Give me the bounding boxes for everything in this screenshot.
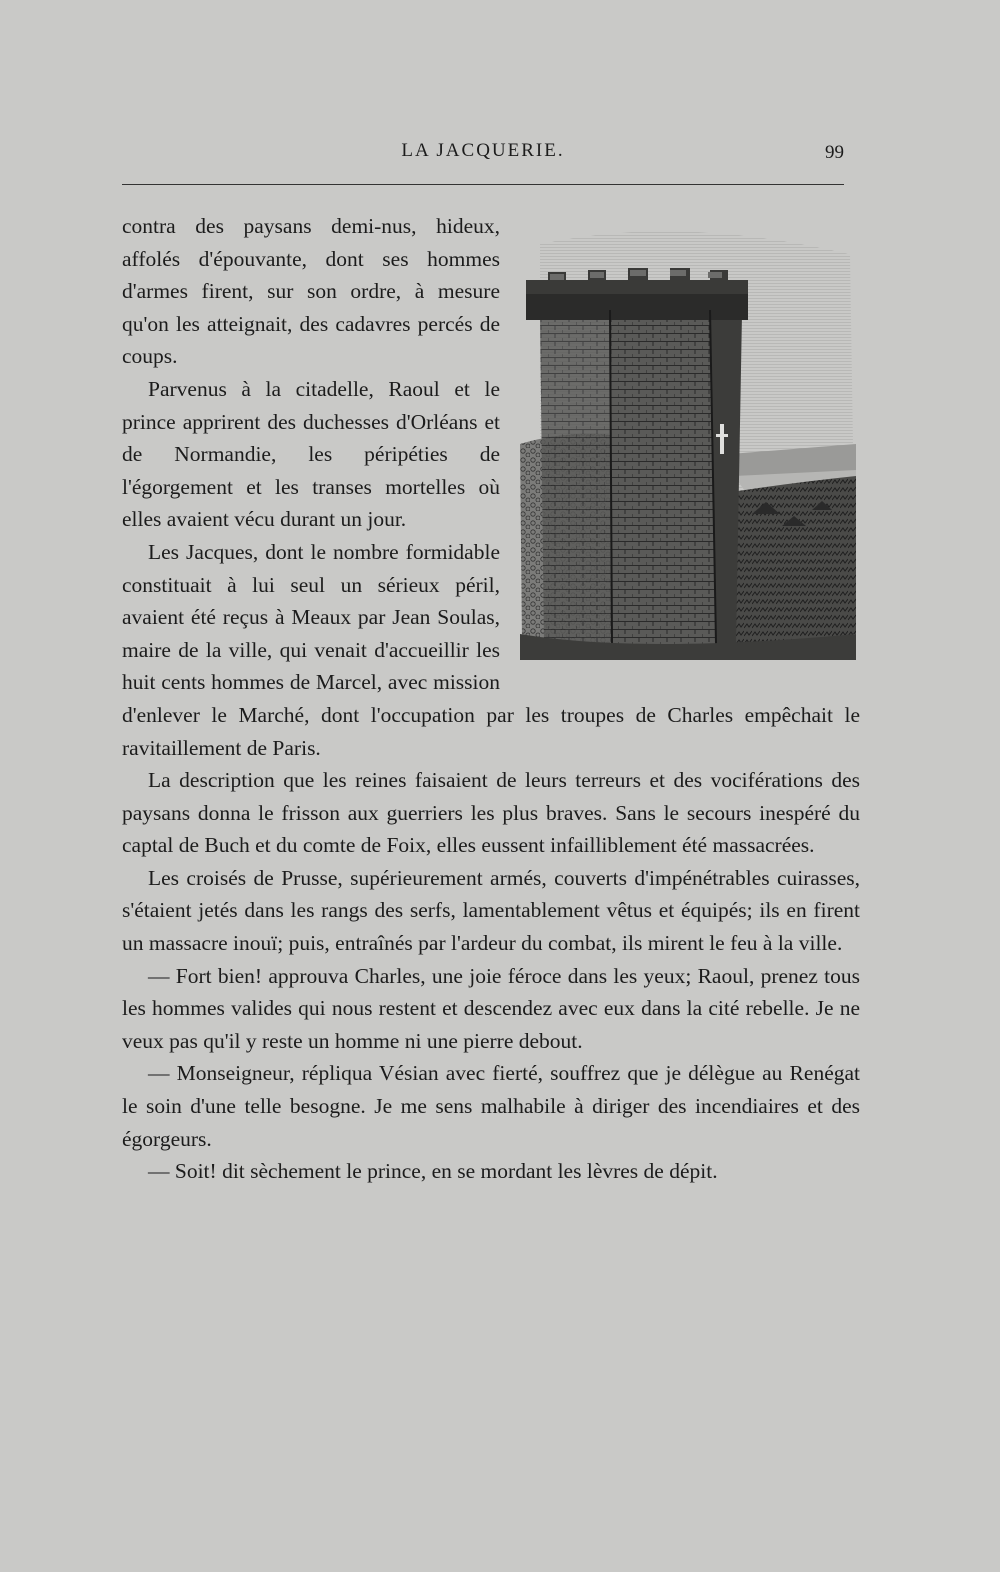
header-rule bbox=[122, 184, 844, 185]
page-number: 99 bbox=[825, 142, 844, 163]
tower-illustration-icon bbox=[520, 214, 860, 660]
body-text bbox=[122, 210, 860, 1188]
running-title: LA JACQUERIE. bbox=[401, 140, 565, 161]
paragraph: — Soit! dit sèchement le prince, en se mordant les lèvres de dépit. bbox=[148, 1159, 718, 1184]
paragraph: — Monseigneur, répliqua Vésian avec fierté, souffrez que je délègue au Renégat le soin d'une telle besogne. Je me sens malhabile à diriger des incendiaires et des égorgeurs. bbox=[122, 1061, 860, 1151]
paragraph: La description que les reines faisaient de leurs terreurs et des vociférations des paysans donna le frisson aux guerriers les plus braves. Sans le secours inespéré du captal de Buch et du comte de Foix, elles eussent infailliblement été massacrées. bbox=[122, 768, 860, 858]
paragraph: Parvenus à la citadelle, Raoul et le prince apprirent des duchesses d'Orléans et de Normandie, les péripéties de l'égorgement et les transes mortelles où elles avaient vécu durant un jour. bbox=[122, 376, 500, 532]
paragraph: contra des paysans demi-nus, hideux, affolés d'épouvante, dont ses hommes d'armes firent, sur son ordre, à mesure qu'on les atteignait, des cadavres percés de coups. bbox=[122, 214, 500, 369]
tower-illustration bbox=[520, 214, 860, 660]
paragraph: Les croisés de Prusse, supérieurement armés, couverts d'impénétrables cuirasses, s'étaient jetés dans les rangs des serfs, lamentablement vêtus et équipés; ils en firent un massacre inouï; puis, entraînés par l'ardeur du combat, ils mirent le feu à la ville. bbox=[122, 865, 860, 956]
paragraph: — Fort bien! approuva Charles, une joie féroce dans les yeux; Raoul, prenez tous les hommes valides qui nous restent et descendez avec eux dans la cité rebelle. Je ne veux pas qu'il y reste un homme ni une pierre debout. bbox=[122, 963, 860, 1053]
paragraph: Les Jacques, dont le nombre formidable constituait à lui seul un sérieux péril, avaient été reçus à Meaux par Jean Soulas, maire de la ville, qui venait d'accueillir les huit cents hommes de Marcel, avec mission d'enlever le Marché, dont l'occupation par les troupes de Charles empêchait le ravitaillement de Paris. bbox=[122, 539, 860, 760]
page-header bbox=[122, 138, 844, 168]
